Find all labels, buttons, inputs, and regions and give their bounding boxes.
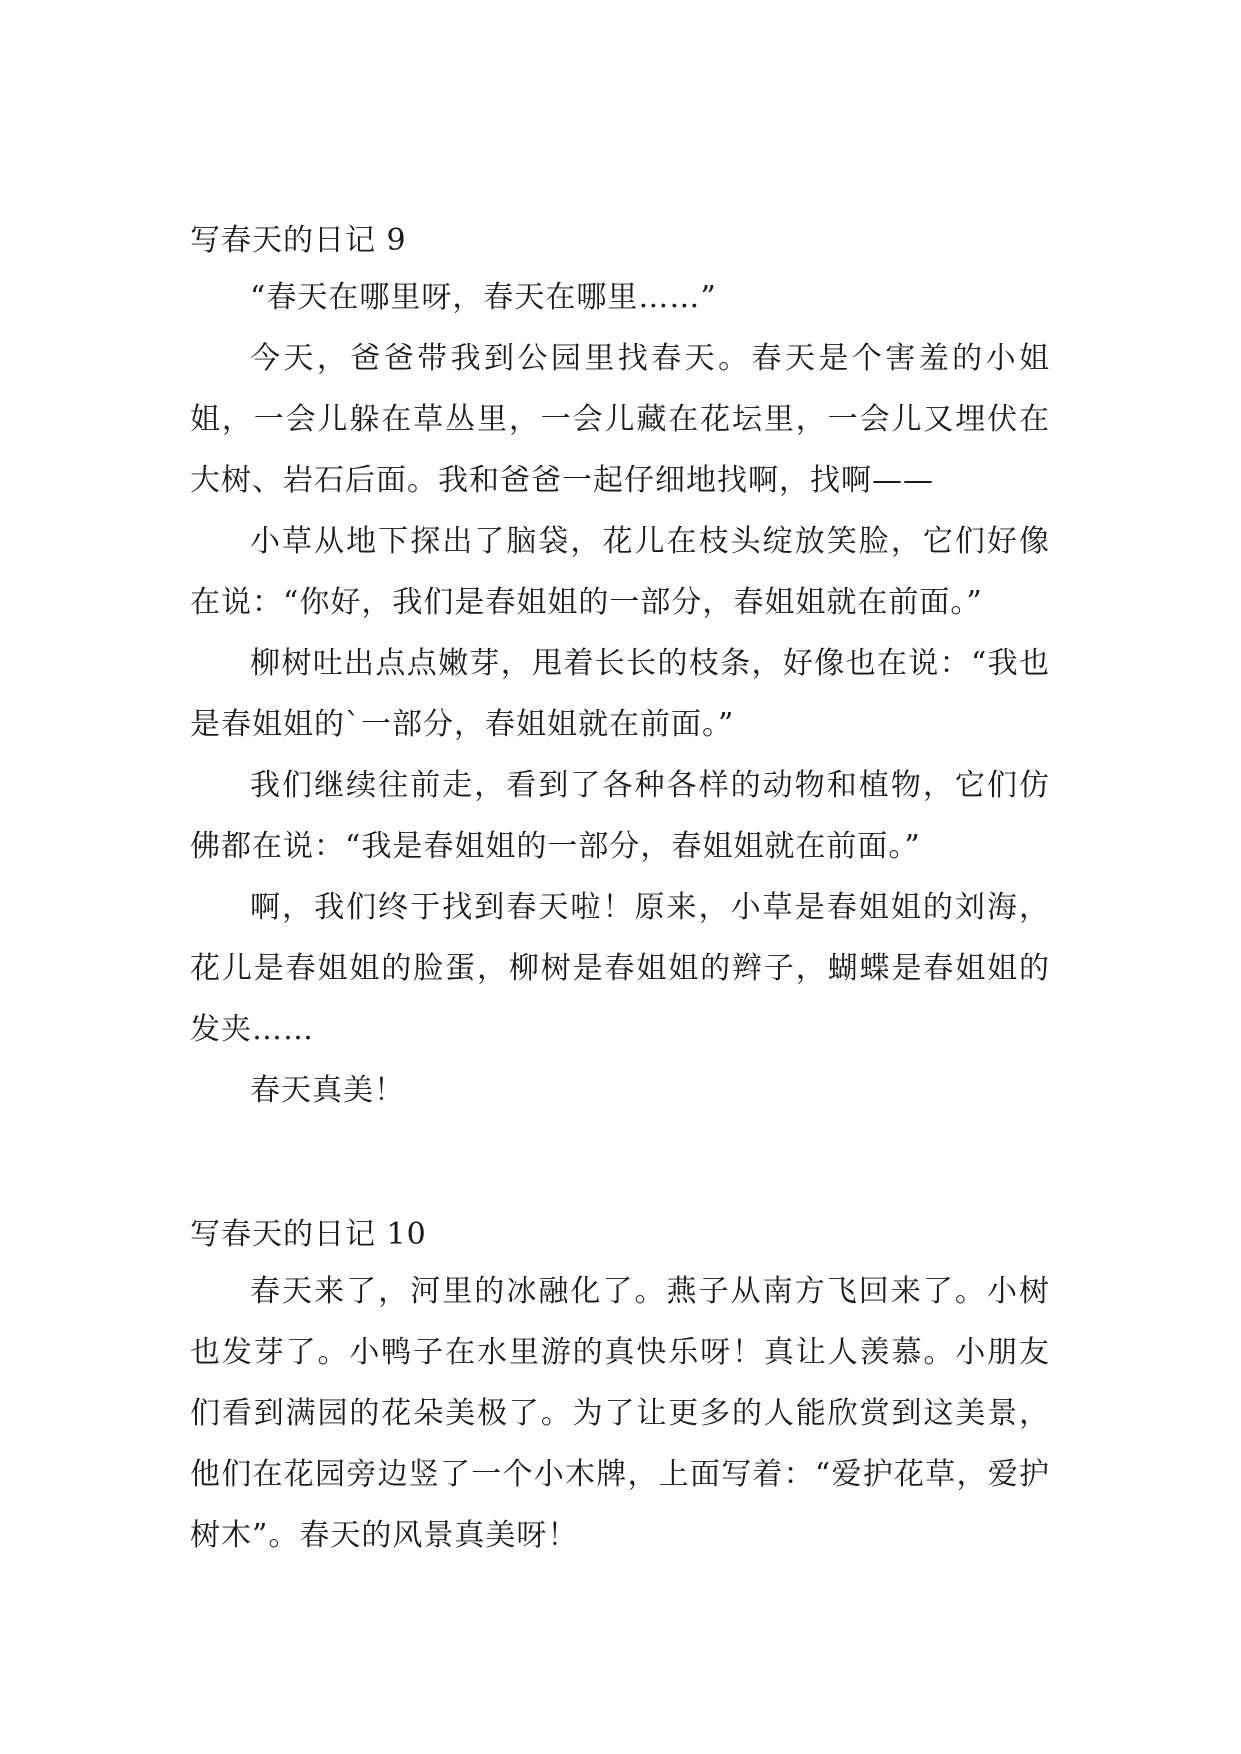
section-spacer [190,1121,1050,1209]
document-page [190,215,1050,1566]
diary-10-title: 写春天的日记 10 [190,1217,427,1252]
diary-9-paragraph-4: 柳树吐出点点嫩芽，甩着长长的枝条，好像也在说：“我也是春姐姐的`一部分，春姐姐就在前面。” [190,646,1050,742]
diary-9-paragraph-3: 小草从地下探出了脑袋，花儿在枝头绽放笑脸，它们好像在说：“你好，我们是春姐姐的一部分，春姐姐就在前面。” [190,524,1050,620]
diary-9-paragraph-7: 春天真美！ [250,1073,405,1108]
diary-9-paragraph-6: 啊，我们终于找到春天啦！原来，小草是春姐姐的刘海，花儿是春姐姐的脸蛋，柳树是春姐姐的辫子，蝴蝶是春姐姐的发夹…… [190,890,1050,1047]
diary-9-paragraph-1: “春天在哪里呀，春天在哪里……” [250,280,717,315]
diary-9-title: 写春天的日记 9 [190,223,407,258]
diary-10-paragraph-1: 春天来了，河里的冰融化了。燕子从南方飞回来了。小树也发芽了。小鸭子在水里游的真快乐呀！真让人羡慕。小朋友们看到满园的花朵美极了。为了让更多的人能欣赏到这美景，他们在花园旁边竖了一个小木牌，上面写着：“爱护花草，爱护树木”。春天的风景真美呀！ [190,1274,1050,1553]
diary-9-paragraph-2: 今天，爸爸带我到公园里找春天。春天是个害羞的小姐姐，一会儿躲在草丛里，一会儿藏在花坛里，一会儿又埋伏在大树、岩石后面。我和爸爸一起仔细地找啊，找啊—— [190,341,1050,498]
diary-9-paragraph-5: 我们继续往前走，看到了各种各样的动物和植物，它们仿佛都在说：“我是春姐姐的一部分，春姐姐就在前面。” [190,768,1050,864]
